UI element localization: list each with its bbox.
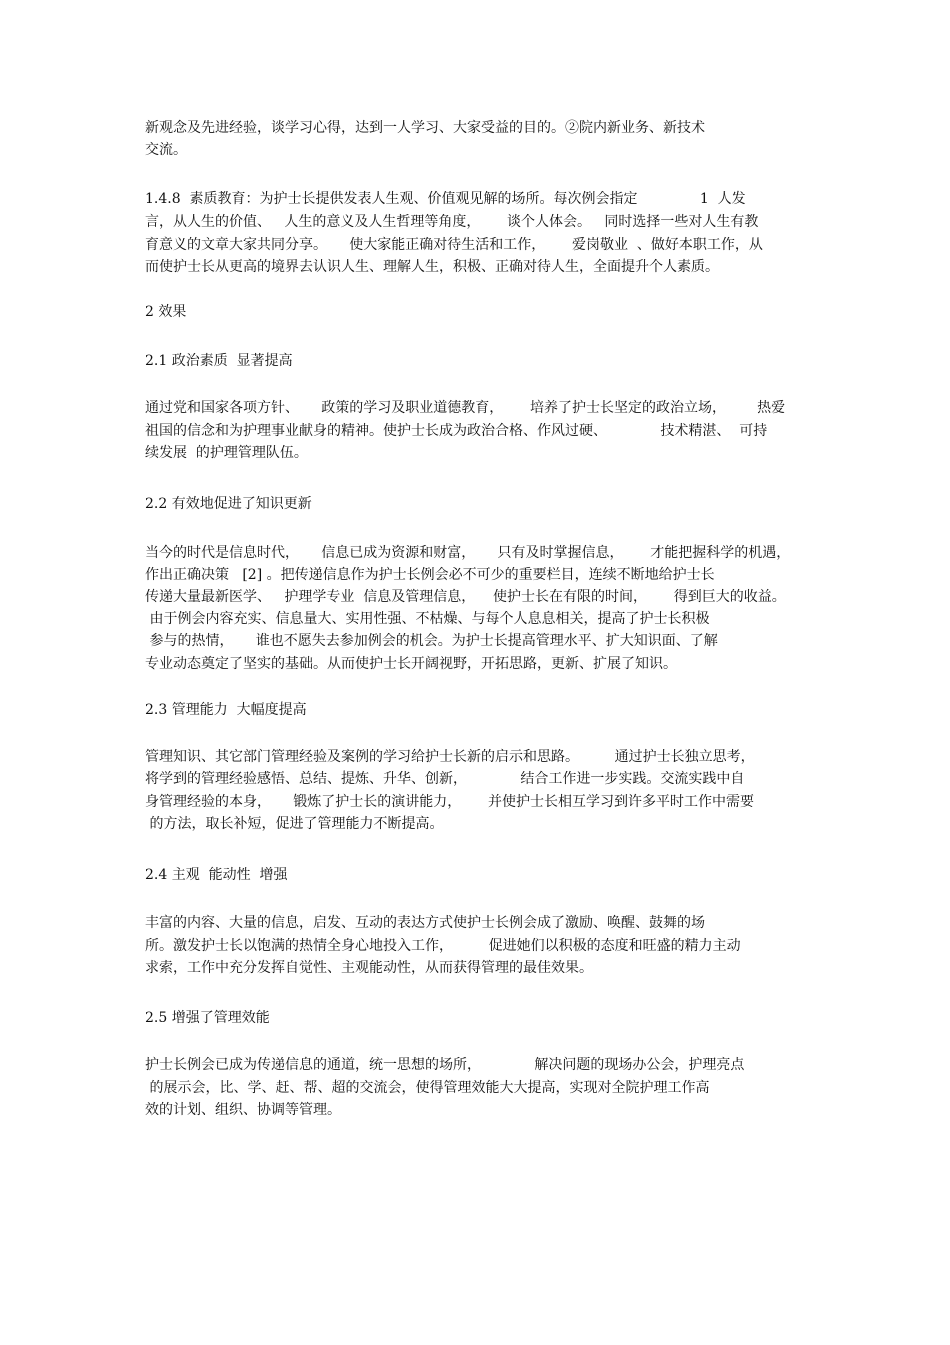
paragraph-line: 的展示会，比、学、赶、帮、超的交流会，使得管理效能大大提高，实现对全院护理工作高 — [145, 1080, 710, 1096]
paragraph-line: 所。激发护士长以饱满的热情全身心地投入工作， 促进她们以积极的态度和旺盛的精力主动 — [145, 938, 741, 954]
paragraph-line: 专业动态奠定了坚实的基础。从而使护士长开阔视野，开拓思路，更新、扩展了知识。 — [145, 656, 677, 672]
paragraph-line: 将学到的管理经验感悟、总结、提炼、升华、创新， 结合工作进一步实践。交流实践中自 — [145, 771, 745, 787]
paragraph-line: 交流。 — [145, 142, 187, 158]
paragraph-line: 求索，工作中充分发挥自觉性、主观能动性，从而获得管理的最佳效果。 — [145, 960, 593, 976]
paragraph-line: 当今的时代是信息时代， 信息已成为资源和财富， 只有及时掌握信息， 才能把握科学的机遇， — [145, 545, 791, 561]
paragraph-line: 传递大量最新医学、 护理学专业 信息及管理信息， 使护士长在有限的时间， 得到巨大的收益。 — [145, 589, 786, 605]
paragraph-line: 而使护士长从更高的境界去认识人生、理解人生，积极、正确对待人生，全面提升个人素质。 — [145, 259, 719, 275]
paragraph-line: 身管理经验的本身， 锻炼了护士长的演讲能力， 并使护士长相互学习到许多平时工作中需要 — [145, 794, 754, 810]
section-heading: 2 效果 — [145, 304, 187, 320]
paragraph-line: 1.4.8 素质教育：为护士长提供发表人生观、价值观见解的场所。每次例会指定 1 人发 — [145, 191, 746, 207]
section-heading: 2.5 增强了管理效能 — [145, 1010, 270, 1026]
section-heading: 2.1 政治素质 显著提高 — [145, 353, 293, 369]
paragraph-line: 的方法，取长补短，促进了管理能力不断提高。 — [145, 816, 444, 832]
paragraph-line: 续发展 的护理管理队伍。 — [145, 445, 308, 461]
paragraph-line: 育意义的文章大家共同分享。 使大家能正确对待生活和工作， 爱岗敬业 、做好本职工作，从 — [145, 237, 763, 253]
paragraph-line: 管理知识、其它部门管理经验及案例的学习给护士长新的启示和思路。 通过护士长独立思考， — [145, 749, 755, 765]
paragraph-line: 效的计划、组织、协调等管理。 — [145, 1102, 341, 1118]
paragraph-line: 参与的热情， 谁也不愿失去参加例会的机会。为护士长提高管理水平、扩大知识面、了解 — [145, 633, 718, 649]
paragraph-line: 由于例会内容充实、信息量大、实用性强、不枯燥、与每个人息息相关，提高了护士长积极 — [145, 611, 710, 627]
section-heading: 2.2 有效地促进了知识更新 — [145, 496, 312, 512]
paragraph-line: 丰富的内容、大量的信息，启发、互动的表达方式使护士长例会成了激励、唤醒、鼓舞的场 — [145, 915, 705, 931]
paragraph-line: 新观念及先进经验，谈学习心得，达到一人学习、大家受益的目的。②院内新业务、新技术 — [145, 120, 705, 136]
paragraph-line: 通过党和国家各项方针、 政策的学习及职业道德教育， 培养了护士长坚定的政治立场， 热爱 — [145, 400, 786, 416]
paragraph-line: 护士长例会已成为传递信息的通道，统一思想的场所， 解决问题的现场办公会，护理亮点 — [145, 1057, 745, 1073]
paragraph-line: 言，从人生的价值、 人生的意义及人生哲理等角度， 谈个人体会。 同时选择一些对人生有教 — [145, 214, 759, 230]
section-heading: 2.3 管理能力 大幅度提高 — [145, 702, 307, 718]
section-heading: 2.4 主观 能动性 增强 — [145, 867, 288, 883]
paragraph-line: 祖国的信念和为护理事业献身的精神。使护士长成为政治合格、作风过硬、 技术精湛、 可持 — [145, 423, 768, 439]
paragraph-line: 作出正确决策 [2] 。把传递信息作为护士长例会必不可少的重要栏目，连续不断地给护士长 — [145, 567, 715, 583]
